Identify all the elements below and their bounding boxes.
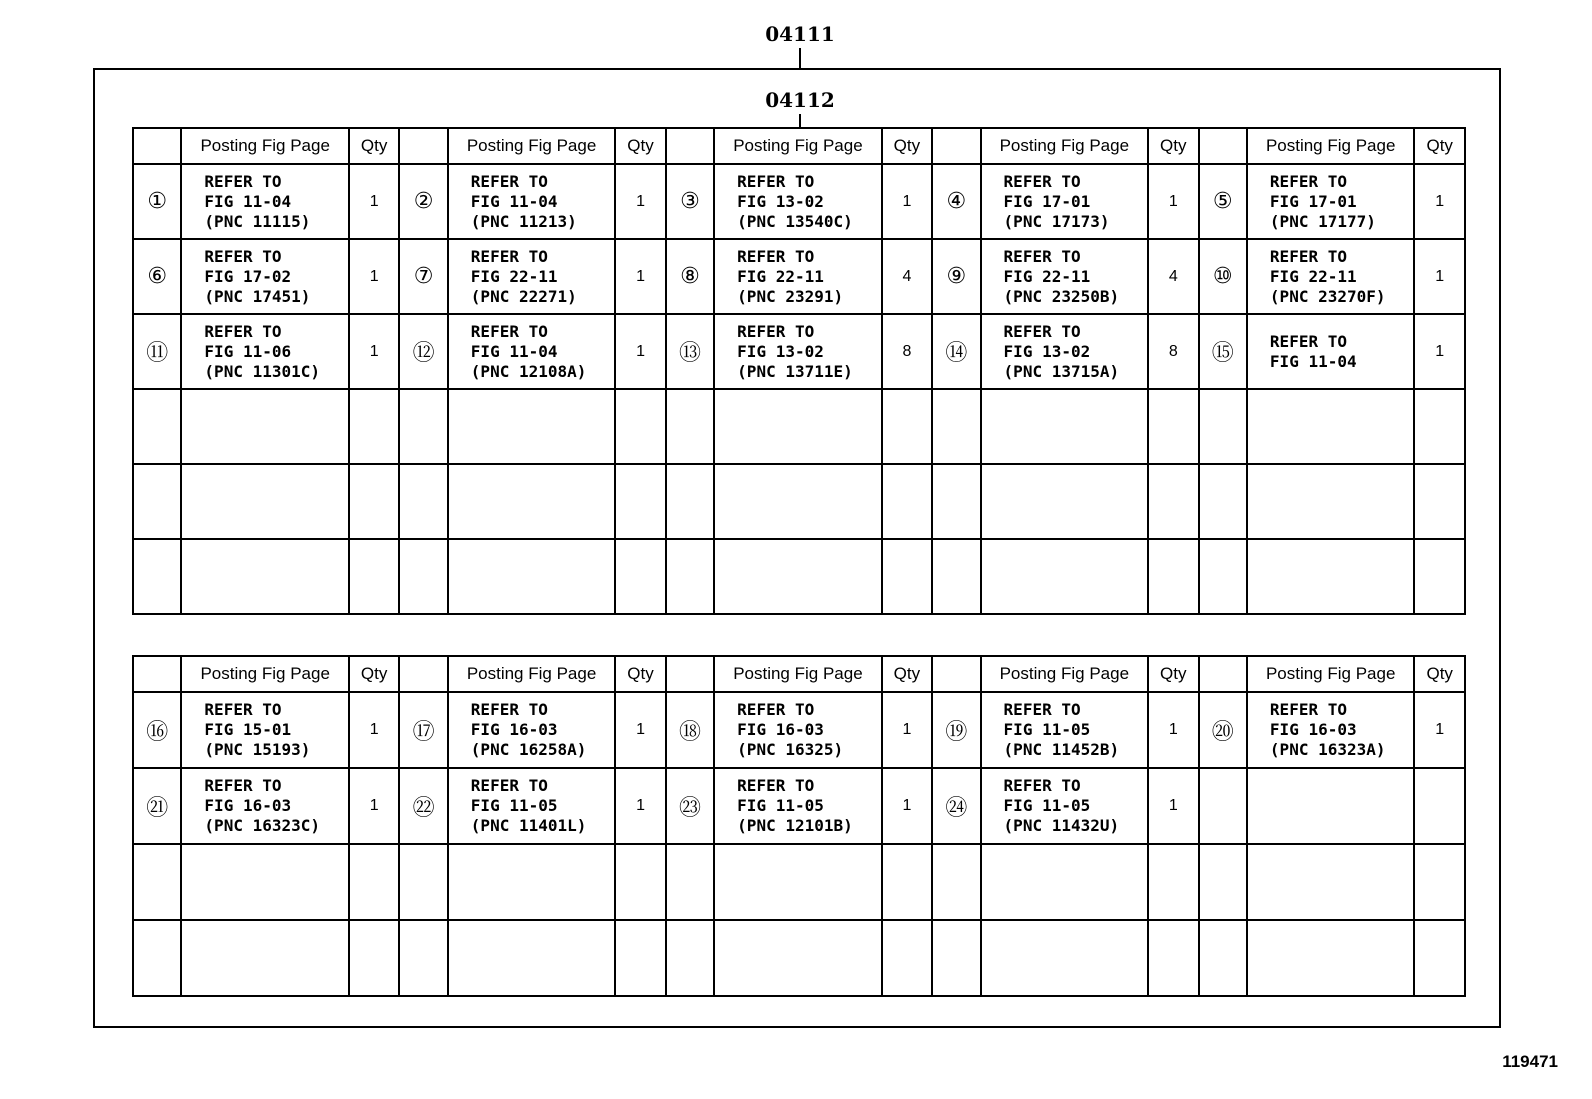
refer-to-cell (714, 768, 882, 844)
item-number: ⑨ (932, 239, 980, 314)
figure-number: 119471 (1502, 1052, 1558, 1071)
table-row (133, 844, 1465, 920)
qty-cell (882, 539, 932, 614)
refer-to-cell (1247, 464, 1415, 539)
parts-table-top (132, 127, 1466, 615)
header-posting-fig-page: Posting Fig Page (448, 128, 616, 164)
refer-line: REFER TO (204, 776, 282, 795)
qty-cell: 1 (882, 164, 932, 239)
refer-to-cell (181, 164, 349, 239)
refer-line: FIG 11-05 (737, 796, 824, 815)
refer-line: REFER TO (204, 321, 282, 341)
item-number: ㉔ (932, 768, 980, 844)
qty-cell (615, 539, 665, 614)
refer-to-cell (1247, 164, 1415, 239)
qty-cell (615, 389, 665, 464)
header-posting-fig-page: Posting Fig Page (181, 656, 349, 692)
refer-line: (PNC 23291) (737, 286, 844, 306)
refer-to-cell (981, 164, 1149, 239)
header-posting-fig-page: Posting Fig Page (714, 656, 882, 692)
qty-cell (615, 464, 665, 539)
refer-to-cell (448, 389, 616, 464)
refer-to-cell (448, 239, 616, 314)
refer-line: REFER TO (470, 246, 548, 266)
refer-to-cell (981, 692, 1149, 768)
refer-line: FIG 11-06 (204, 341, 292, 361)
refer-to-cell (181, 844, 349, 920)
refer-to-cell (714, 692, 882, 768)
refer-line: (PNC 13715A) (1003, 361, 1120, 381)
item-number (666, 844, 714, 920)
item-number: ㉓ (666, 768, 714, 844)
qty-cell (615, 844, 665, 920)
header-qty: Qty (1148, 656, 1198, 692)
refer-to-cell (714, 164, 882, 239)
item-number: ⑰ (399, 692, 447, 768)
refer-line: REFER TO (1003, 246, 1081, 266)
header-qty: Qty (882, 656, 932, 692)
refer-line: FIG 11-05 (470, 796, 558, 815)
header-posting-fig-page: Posting Fig Page (448, 656, 616, 692)
refer-line: FIG 22-11 (470, 266, 558, 286)
item-number (1199, 768, 1247, 844)
item-number: ㉒ (399, 768, 447, 844)
refer-line: (PNC 23270F) (1269, 286, 1386, 306)
qty-cell: 1 (349, 768, 399, 844)
item-number (666, 464, 714, 539)
item-number (399, 920, 447, 996)
refer-to-cell (181, 539, 349, 614)
item-number: ㉑ (133, 768, 181, 844)
qty-cell: 1 (1148, 164, 1198, 239)
refer-to-cell (714, 314, 882, 389)
refer-line: REFER TO (1269, 331, 1347, 351)
refer-line: FIG 13-02 (737, 191, 824, 211)
item-number: ⑥ (133, 239, 181, 314)
header-num-cell (1199, 656, 1247, 692)
qty-cell (1148, 389, 1198, 464)
refer-to-cell (714, 844, 882, 920)
qty-cell (349, 389, 399, 464)
header-qty: Qty (349, 128, 399, 164)
qty-cell (1148, 844, 1198, 920)
item-number (399, 389, 447, 464)
refer-line: (PNC 16325) (737, 740, 844, 759)
refer-to-cell (448, 314, 616, 389)
refer-line: FIG 11-04 (470, 341, 558, 361)
table-row (133, 539, 1465, 614)
item-number (932, 539, 980, 614)
refer-line: (PNC 16323A) (1269, 740, 1386, 759)
refer-line: (PNC 17451) (204, 286, 311, 306)
refer-line: REFER TO (737, 246, 815, 266)
item-number: ② (399, 164, 447, 239)
header-qty: Qty (882, 128, 932, 164)
refer-line: (PNC 11213) (470, 211, 577, 231)
qty-cell (1414, 920, 1465, 996)
refer-line: REFER TO (204, 171, 282, 191)
refer-to-cell (448, 464, 616, 539)
refer-line: FIG 17-01 (1003, 191, 1091, 211)
refer-line: REFER TO (1003, 321, 1081, 341)
item-number: ① (133, 164, 181, 239)
refer-to-cell (1247, 239, 1415, 314)
table-row (133, 239, 1465, 314)
refer-to-cell (714, 920, 882, 996)
item-number: ⑫ (399, 314, 447, 389)
header-posting-fig-page: Posting Fig Page (1247, 128, 1415, 164)
header-num-cell (932, 128, 980, 164)
refer-line: (PNC 11401L) (470, 816, 587, 835)
refer-line: (PNC 15193) (204, 740, 311, 759)
qty-cell (1148, 539, 1198, 614)
header-row (133, 656, 1465, 692)
header-num-cell (399, 128, 447, 164)
item-number: ⑱ (666, 692, 714, 768)
header-qty: Qty (1414, 656, 1465, 692)
refer-line: FIG 17-02 (204, 266, 292, 286)
refer-to-cell (448, 844, 616, 920)
header-num-cell (133, 656, 181, 692)
header-posting-fig-page: Posting Fig Page (714, 128, 882, 164)
refer-line: (PNC 11301C) (204, 361, 321, 381)
qty-cell: 1 (882, 768, 932, 844)
refer-line: REFER TO (470, 700, 548, 719)
item-number (133, 464, 181, 539)
header-qty: Qty (615, 128, 665, 164)
header-num-cell (666, 128, 714, 164)
qty-cell: 1 (615, 314, 665, 389)
refer-to-cell (1247, 768, 1415, 844)
refer-to-cell (981, 314, 1149, 389)
table-row (133, 389, 1465, 464)
header-qty: Qty (615, 656, 665, 692)
item-number: ⑮ (1199, 314, 1247, 389)
refer-line: FIG 13-02 (737, 341, 824, 361)
refer-line: REFER TO (737, 171, 815, 191)
item-number: ⑭ (932, 314, 980, 389)
item-number (399, 844, 447, 920)
refer-to-cell (981, 920, 1149, 996)
qty-cell: 1 (1414, 314, 1465, 389)
refer-line: FIG 16-03 (204, 796, 292, 815)
refer-line: FIG 11-05 (1003, 720, 1091, 739)
header-row (133, 128, 1465, 164)
item-number: ⑪ (133, 314, 181, 389)
header-num-cell (932, 656, 980, 692)
item-number (1199, 539, 1247, 614)
item-number (133, 920, 181, 996)
refer-to-cell (714, 389, 882, 464)
callout-04111-leader (799, 48, 801, 68)
table-row (133, 164, 1465, 239)
refer-to-cell (448, 920, 616, 996)
refer-line: (PNC 16258A) (470, 740, 587, 759)
item-number: ④ (932, 164, 980, 239)
refer-to-cell (448, 692, 616, 768)
refer-to-cell (981, 539, 1149, 614)
refer-line: (PNC 11115) (204, 211, 311, 231)
qty-cell: 1 (349, 692, 399, 768)
refer-line: FIG 22-11 (1003, 266, 1091, 286)
qty-cell (1148, 464, 1198, 539)
refer-line: REFER TO (737, 321, 815, 341)
qty-cell: 1 (615, 692, 665, 768)
callout-04111: 04111 (765, 22, 835, 46)
qty-cell (882, 844, 932, 920)
refer-to-cell (714, 539, 882, 614)
qty-cell (615, 920, 665, 996)
qty-cell (349, 464, 399, 539)
qty-cell (1414, 844, 1465, 920)
refer-line: FIG 16-03 (470, 720, 558, 739)
refer-to-cell (981, 389, 1149, 464)
refer-line: REFER TO (1269, 171, 1347, 191)
refer-to-cell (981, 768, 1149, 844)
refer-line: FIG 11-04 (470, 191, 558, 211)
qty-cell: 1 (615, 164, 665, 239)
item-number (133, 844, 181, 920)
callout-04112-leader (799, 114, 801, 128)
refer-line: FIG 17-01 (1269, 191, 1357, 211)
item-number (666, 389, 714, 464)
refer-line: (PNC 12108A) (470, 361, 587, 381)
refer-line: (PNC 11432U) (1003, 816, 1120, 835)
table-row (133, 464, 1465, 539)
item-number (932, 389, 980, 464)
parts-table-bottom (132, 655, 1466, 997)
qty-cell (1414, 539, 1465, 614)
qty-cell: 1 (615, 768, 665, 844)
refer-to-cell (448, 164, 616, 239)
callout-04112: 04112 (765, 88, 835, 112)
refer-line: (PNC 13540C) (737, 211, 853, 231)
refer-line: FIG 15-01 (204, 720, 292, 739)
qty-cell: 1 (1148, 692, 1198, 768)
refer-line: FIG 11-04 (204, 191, 292, 211)
item-number: ⑧ (666, 239, 714, 314)
refer-to-cell (714, 239, 882, 314)
qty-cell (349, 539, 399, 614)
table-row (133, 692, 1465, 768)
item-number: ⑯ (133, 692, 181, 768)
refer-line: FIG 11-04 (1269, 351, 1357, 371)
refer-line: REFER TO (1003, 171, 1081, 191)
header-num-cell (666, 656, 714, 692)
refer-line: (PNC 16323C) (204, 816, 321, 835)
table-row (133, 920, 1465, 996)
qty-cell: 1 (615, 239, 665, 314)
refer-to-cell (981, 464, 1149, 539)
refer-to-cell (1247, 844, 1415, 920)
qty-cell: 8 (882, 314, 932, 389)
refer-line: (PNC 11452B) (1003, 740, 1120, 759)
qty-cell: 1 (882, 692, 932, 768)
header-posting-fig-page: Posting Fig Page (181, 128, 349, 164)
refer-to-cell (181, 920, 349, 996)
item-number (1199, 389, 1247, 464)
qty-cell: 1 (1414, 164, 1465, 239)
qty-cell (349, 844, 399, 920)
refer-to-cell (981, 239, 1149, 314)
refer-to-cell (1247, 539, 1415, 614)
item-number (133, 389, 181, 464)
qty-cell: 1 (349, 239, 399, 314)
refer-line: FIG 11-05 (1003, 796, 1091, 815)
refer-line: REFER TO (1269, 700, 1347, 719)
header-num-cell (399, 656, 447, 692)
refer-line: FIG 22-11 (1269, 266, 1357, 286)
refer-line: REFER TO (1003, 776, 1081, 795)
qty-cell (1414, 464, 1465, 539)
refer-line: FIG 22-11 (737, 266, 824, 286)
refer-line: REFER TO (1269, 246, 1347, 266)
item-number: ⑳ (1199, 692, 1247, 768)
item-number: ⑦ (399, 239, 447, 314)
qty-cell: 1 (1148, 768, 1198, 844)
refer-line: REFER TO (204, 700, 282, 719)
item-number (932, 844, 980, 920)
item-number (1199, 920, 1247, 996)
refer-line: FIG 16-03 (737, 720, 824, 739)
refer-to-cell (181, 464, 349, 539)
header-qty: Qty (1148, 128, 1198, 164)
item-number: ⑲ (932, 692, 980, 768)
qty-cell (1414, 389, 1465, 464)
item-number (1199, 844, 1247, 920)
refer-line: REFER TO (737, 700, 815, 719)
item-number: ③ (666, 164, 714, 239)
qty-cell (1148, 920, 1198, 996)
qty-cell: 4 (1148, 239, 1198, 314)
header-num-cell (133, 128, 181, 164)
refer-line: REFER TO (470, 171, 548, 191)
qty-cell (882, 389, 932, 464)
refer-to-cell (181, 692, 349, 768)
refer-line: REFER TO (470, 776, 548, 795)
refer-to-cell (981, 844, 1149, 920)
qty-cell: 1 (1414, 692, 1465, 768)
qty-cell: 1 (349, 314, 399, 389)
refer-to-cell (448, 539, 616, 614)
item-number: ⑩ (1199, 239, 1247, 314)
item-number: ⑤ (1199, 164, 1247, 239)
refer-line: (PNC 13711E) (737, 361, 853, 381)
item-number: ⑬ (666, 314, 714, 389)
table-row (133, 768, 1465, 844)
qty-cell: 1 (349, 164, 399, 239)
qty-cell (882, 464, 932, 539)
refer-line: REFER TO (1003, 700, 1081, 719)
item-number (932, 464, 980, 539)
item-number (932, 920, 980, 996)
refer-line: REFER TO (204, 246, 282, 266)
header-qty: Qty (349, 656, 399, 692)
qty-cell: 8 (1148, 314, 1198, 389)
refer-to-cell (181, 768, 349, 844)
item-number (666, 539, 714, 614)
refer-to-cell (1247, 314, 1415, 389)
header-qty: Qty (1414, 128, 1465, 164)
qty-cell (349, 920, 399, 996)
item-number (399, 464, 447, 539)
header-num-cell (1199, 128, 1247, 164)
refer-line: (PNC 22271) (470, 286, 577, 306)
qty-cell (1414, 768, 1465, 844)
refer-to-cell (448, 768, 616, 844)
refer-to-cell (1247, 692, 1415, 768)
item-number (666, 920, 714, 996)
item-number (133, 539, 181, 614)
qty-cell (882, 920, 932, 996)
refer-to-cell (181, 314, 349, 389)
header-posting-fig-page: Posting Fig Page (981, 128, 1149, 164)
qty-cell: 4 (882, 239, 932, 314)
table-row (133, 314, 1465, 389)
refer-to-cell (1247, 920, 1415, 996)
header-posting-fig-page: Posting Fig Page (1247, 656, 1415, 692)
item-number (1199, 464, 1247, 539)
refer-to-cell (714, 464, 882, 539)
refer-line: (PNC 17173) (1003, 211, 1110, 231)
refer-line: REFER TO (470, 321, 548, 341)
item-number (399, 539, 447, 614)
refer-line: (PNC 12101B) (737, 816, 853, 835)
header-posting-fig-page: Posting Fig Page (981, 656, 1149, 692)
refer-line: (PNC 17177) (1269, 211, 1376, 231)
refer-line: FIG 16-03 (1269, 720, 1357, 739)
refer-line: FIG 13-02 (1003, 341, 1091, 361)
refer-line: REFER TO (737, 776, 815, 795)
refer-to-cell (1247, 389, 1415, 464)
qty-cell: 1 (1414, 239, 1465, 314)
refer-line: (PNC 23250B) (1003, 286, 1120, 306)
refer-to-cell (181, 389, 349, 464)
refer-to-cell (181, 239, 349, 314)
